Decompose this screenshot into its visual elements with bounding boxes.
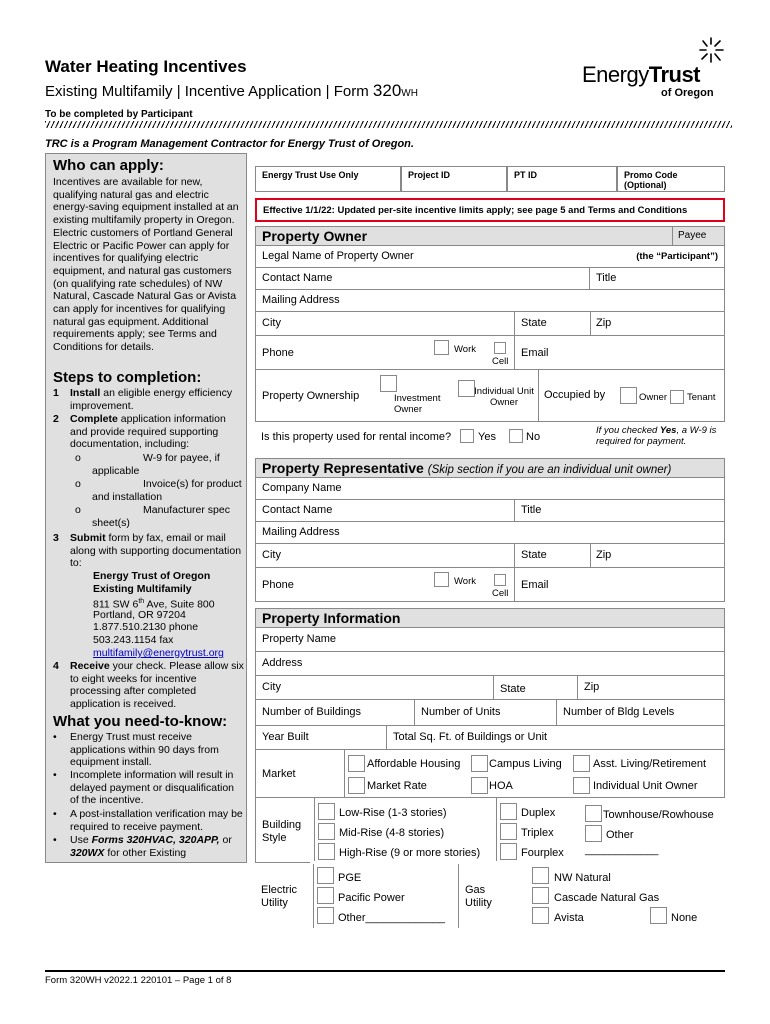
step-1: 1 Install an eligible energy efficiency improvement.	[53, 387, 233, 412]
know-item: • Incomplete information will result in delayed payment or disqualification of the incentive.	[53, 769, 235, 807]
who-heading: Who can apply:	[53, 157, 164, 174]
property-year-row[interactable]: Year Built Total Sq. Ft. of Buildings or Unit	[255, 726, 725, 750]
avista-checkbox[interactable]	[532, 907, 549, 924]
owner-phone-row[interactable]: Phone Work Cell Email	[255, 336, 725, 370]
duplex-checkbox[interactable]	[500, 803, 517, 820]
step-3: 3 Submit form by fax, email or mail along with supporting documentation to:	[53, 532, 242, 570]
substep-invoice: Invoice(s) for product and installation	[92, 478, 242, 503]
know-item: • Energy Trust must receive applications within 90 days from equipment install.	[53, 731, 219, 769]
substep-w9: W-9 for payee, if applicable	[92, 452, 220, 477]
hatch-divider	[45, 121, 732, 128]
know-item: • Use Forms 320HVAC, 320APP, or 320WX for other Existing	[53, 834, 232, 859]
pacific-power-checkbox[interactable]	[317, 887, 334, 904]
to-be-completed-label: To be completed by Participant	[45, 109, 193, 120]
rental-no-checkbox[interactable]	[509, 429, 523, 443]
section-property-representative: Property Representative (Skip section if you are an individual unit owner)	[255, 458, 725, 478]
owner-city-row[interactable]: City State Zip	[255, 312, 725, 336]
occupied-owner-checkbox[interactable]	[620, 387, 637, 404]
rep-mailing-field[interactable]: Mailing Address	[255, 522, 725, 544]
townhouse-checkbox[interactable]	[585, 805, 602, 822]
property-address-field[interactable]: Address	[255, 652, 725, 676]
owner-contact-row[interactable]: Contact Name Title	[255, 268, 725, 290]
payee-label: Payee	[672, 227, 725, 245]
rep-company-field[interactable]: Company Name	[255, 478, 725, 500]
fourplex-checkbox[interactable]	[500, 843, 517, 860]
rental-yes-checkbox[interactable]	[460, 429, 474, 443]
property-city-row[interactable]: City State Zip	[255, 676, 725, 700]
investment-owner-checkbox[interactable]	[380, 375, 397, 392]
section-property-information: Property Information	[255, 608, 725, 628]
know-item: • A post-installation verification may be required to receive payment.	[53, 808, 243, 833]
notice-banner: Effective 1/1/22: Updated per-site incentive limits apply; see page 5 and Terms and Conditions	[255, 198, 725, 222]
campus-checkbox[interactable]	[471, 755, 488, 772]
highrise-checkbox[interactable]	[318, 843, 335, 860]
market-rate-checkbox[interactable]	[348, 777, 365, 794]
starburst-icon	[696, 36, 726, 64]
building-style-section: Building Style Low-Rise (1-3 stories) Mid-Rise (4-8 stories) High-Rise (9 or more stories) Duplex Triplex Fourplex Townhouse/Rowhouse Other ____________	[255, 798, 725, 862]
rep-contact-row[interactable]: Contact Name Title	[255, 500, 725, 522]
rep-cell-checkbox[interactable]	[494, 574, 506, 586]
occupied-tenant-checkbox[interactable]	[670, 390, 684, 404]
ownership-row[interactable]: Property Ownership Investment Owner Individual Unit Owner Occupied by Owner Tenant	[255, 370, 725, 422]
market-row[interactable]: Market Affordable Housing Campus Living Asst. Living/Retirement Market Rate HOA Individual Unit Owner	[255, 750, 725, 798]
other-style-checkbox[interactable]	[585, 825, 602, 842]
email-link[interactable]: multifamily@energytrust.org	[93, 647, 224, 659]
utility-section: Electric Utility PGE Pacific Power Other_____________ Gas Utility NW Natural Cascade Natural Gas Avista None	[255, 864, 725, 928]
page-footer: Form 320WH v2022.1 220101 – Page 1 of 8	[45, 975, 232, 986]
step-4: 4 Receive your check. Please allow six to eight weeks for incentive processing after completed application is received.	[53, 660, 244, 711]
individual-unit-checkbox[interactable]	[573, 777, 590, 794]
none-checkbox[interactable]	[650, 907, 667, 924]
midrise-checkbox[interactable]	[318, 823, 335, 840]
rental-row[interactable]: Is this property used for rental income? Yes No If you checked Yes, a W-9 is required for payment.	[255, 422, 725, 454]
hoa-checkbox[interactable]	[471, 777, 488, 794]
footer-rule	[45, 970, 725, 972]
rep-phone-row[interactable]: Phone Work Cell Email	[255, 568, 725, 602]
individual-owner-checkbox[interactable]	[458, 380, 475, 397]
nw-natural-checkbox[interactable]	[532, 867, 549, 884]
project-id-field[interactable]: Project ID	[401, 166, 507, 192]
electric-other-checkbox[interactable]	[317, 907, 334, 924]
cascade-checkbox[interactable]	[532, 887, 549, 904]
substep-spec: Manufacturer spec sheet(s)	[92, 504, 230, 529]
work-checkbox[interactable]	[434, 340, 449, 355]
cell-checkbox[interactable]	[494, 342, 506, 354]
section-property-owner: Property Owner	[255, 226, 725, 246]
affordable-checkbox[interactable]	[348, 755, 365, 772]
office-use-cell: Energy Trust Use Only	[255, 166, 401, 192]
triplex-checkbox[interactable]	[500, 823, 517, 840]
pt-id-field[interactable]: PT ID	[507, 166, 617, 192]
energy-trust-logo: EnergyTrust of Oregon	[582, 36, 732, 102]
owner-mailing-field[interactable]: Mailing Address	[255, 290, 725, 312]
assisted-checkbox[interactable]	[573, 755, 590, 772]
pge-checkbox[interactable]	[317, 867, 334, 884]
lowrise-checkbox[interactable]	[318, 803, 335, 820]
address-street: 811 SW 6th Ave, Suite 800	[93, 598, 215, 611]
who-text: Incentives are available for new, qualifying natural gas and electric energy-saving equipment installed at an existing multifamily property in Oregon. Electric customers of Portland General Electric or Pacific Power can apply for incentives for qualifying electric equipment, and natural gas customers (on qualifying rate schedules) of NW Natural, Cascade Natural Gas or Avista can apply for incentives for qualifying natural gas equipment. Additional requirements apply; see Terms and Conditions for details.	[53, 176, 239, 354]
step-2: 2 Complete application information and provide required supporting documentation, including:	[53, 413, 226, 451]
know-heading: What you need-to-know:	[53, 713, 228, 730]
rep-city-row[interactable]: City State Zip	[255, 544, 725, 568]
legal-name-field[interactable]: Legal Name of Property Owner (the “Participant”)	[255, 246, 725, 268]
form-title: Water Heating Incentives	[45, 57, 247, 76]
form-subtitle: Existing Multifamily | Incentive Application | Form 320WH	[45, 81, 418, 100]
rep-work-checkbox[interactable]	[434, 572, 449, 587]
trc-note: TRC is a Program Management Contractor for Energy Trust of Oregon.	[45, 138, 414, 150]
property-name-field[interactable]: Property Name	[255, 628, 725, 652]
promo-code-field[interactable]: Promo Code (Optional)	[617, 166, 725, 192]
w9-note: If you checked Yes, a W-9 is required for payment.	[596, 425, 717, 447]
property-counts-row[interactable]: Number of Buildings Number of Units Number of Bldg Levels	[255, 700, 725, 726]
sidebar-panel: Who can apply: Incentives are available for new, qualifying natural gas and electric energy-saving equipment installed at an existing multifamily property in Oregon. Electric customers of Portland General Electric or Pacific Power can apply for incentives for qualifying electric equipment, and natural gas customers (on qualifying rate schedules) of NW Natural, Cascade Natural Gas or Avista can apply for incentives for qualifying natural gas equipment. Additional requirements apply; see Terms and Conditions for details. Steps to completion: 1 Install an eligible energy efficiency improvement. 2 Complete application information and provide required supporting documentation, including: o W-9 for payee, if applicable o Invoice(s) for product and installation o Manufacturer spec sheet(s) 3 Submit form by fax, email or mail along with supporting documentation to: Energy Trust of Oregon Existing Multifamily 811 SW 6th Ave, Suite 800 Portland, OR 97204 1.877.510.2130 phone 503.243.1154 fax multifamily@energytrust.org 4 Receive your check. Please allow six to eight weeks for incentive processing after completed application is received. What you need-to-know: • Energy Trust must receive applications within 90 days from equipment install. • Incomplete information will result in delayed payment or disqualification of the incentive. • A post-installation verification may be required to receive payment. • Use Forms 320HVAC, 320APP, or 320WX for other Existing	[45, 153, 247, 863]
steps-heading: Steps to completion:	[53, 369, 202, 386]
